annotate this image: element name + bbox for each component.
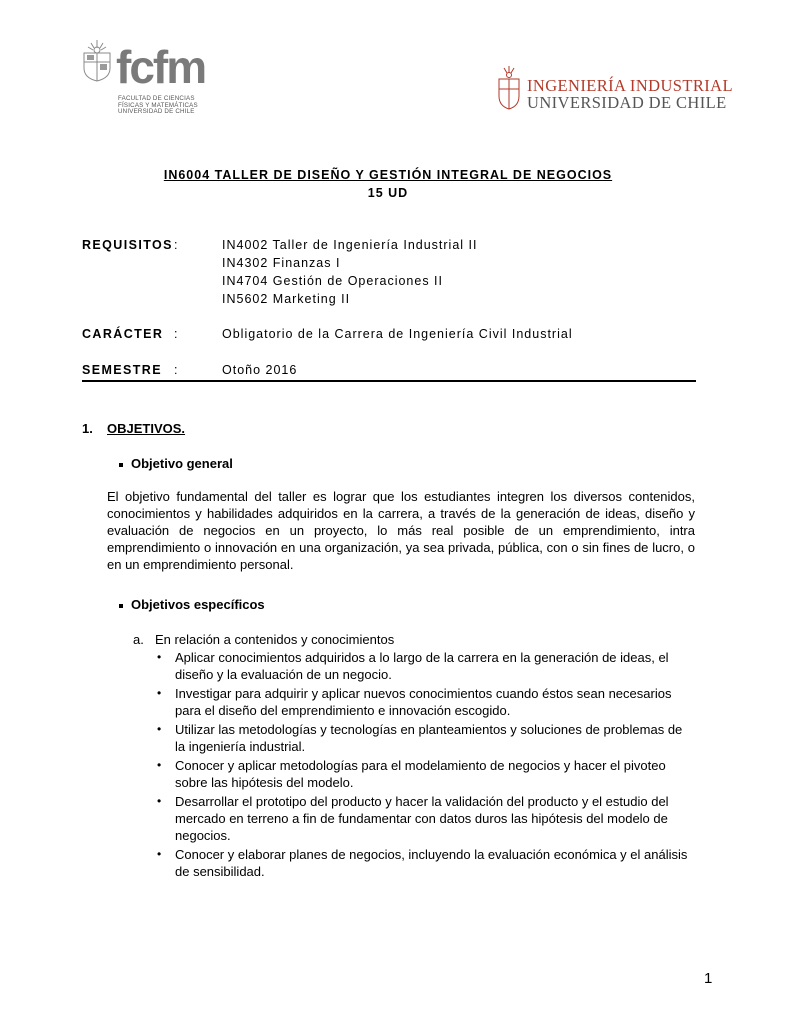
caracter-value: Obligatorio de la Carrera de Ingeniería Civil Industrial xyxy=(222,327,573,341)
bullet-icon: • xyxy=(157,650,162,664)
list-item-text: Aplicar conocimientos adquiridos a lo largo de la carrera en la generación de ideas, el diseño y la evaluación de un negocio. xyxy=(175,650,669,682)
ii-logo-line2: UNIVERSIDAD DE CHILE xyxy=(527,93,727,112)
list-item-text: Conocer y elaborar planes de negocios, incluyendo la evaluación económica y el análisis de sensibilidad. xyxy=(175,847,688,879)
fcfm-subtitle-line: FACULTAD DE CIENCIAS xyxy=(118,95,195,102)
ii-logo-line1: INGENIERÍA INDUSTRIAL xyxy=(527,76,733,95)
fcfm-wordmark: fcfm xyxy=(116,41,206,93)
list-item xyxy=(155,846,695,880)
course-credits: 15 UD xyxy=(367,186,409,200)
semestre-colon: : xyxy=(174,363,178,377)
course-title: IN6004 TALLER DE DISEÑO Y GESTIÓN INTEGRAL DE NEGOCIOS xyxy=(163,168,613,182)
list-item-text: Utilizar las metodologías y tecnologías en planteamientos y soluciones de problemas de la ingeniería industrial. xyxy=(175,722,683,754)
list-item-text: Conocer y aplicar metodologías para el modelamiento de negocios y hacer el pivoteo sobre las hipótesis del modelo. xyxy=(175,758,666,790)
list-item xyxy=(155,649,695,683)
fcfm-subtitle xyxy=(118,96,208,116)
objetivo-general-heading: Objetivo general xyxy=(131,456,233,471)
list-item-text: Investigar para adquirir y aplicar nuevos conocimientos cuando éstos sean necesarios para el diseño del emprendimiento e innovación escogido. xyxy=(175,686,672,718)
list-item-heading: En relación a contenidos y conocimientos xyxy=(155,632,395,647)
ingenieria-industrial-logo xyxy=(497,64,733,116)
university-crest-icon xyxy=(497,64,521,110)
university-crest-icon xyxy=(80,38,114,82)
fcfm-subtitle-line: UNIVERSIDAD DE CHILE xyxy=(118,108,195,115)
bullet-icon: • xyxy=(157,686,162,700)
bullet-icon: • xyxy=(157,758,162,772)
page-number: 1 xyxy=(704,970,713,987)
objetivo-general-paragraph: El objetivo fundamental del taller es lograr que los estudiantes integren los diversos contenidos, conocimientos y habilidades adquiridos en la carrera, a través de la generación de ideas, diseño y evaluación de negocios en un proyecto, lo más real posible de un emprendimiento, intra emprendimiento o innovación en una organización, ya sea privada, pública, con o sin fines de lucro, o en un emprendimiento personal. xyxy=(107,489,695,572)
square-bullet-icon xyxy=(119,463,123,467)
requisitos-colon: : xyxy=(174,238,178,252)
list-item xyxy=(155,685,695,719)
fcfm-logo xyxy=(80,38,210,118)
fcfm-subtitle-line: FÍSICAS Y MATEMÁTICAS xyxy=(118,101,198,109)
bullet-icon: • xyxy=(157,722,162,736)
list-item xyxy=(155,721,695,755)
list-item-text: Desarrollar el prototipo del producto y hacer la validación del producto y el estudio del mercado en terreno a fin de fundamentar con datos duros las hipótesis del modelo de negocios. xyxy=(175,794,669,843)
bullet-icon: • xyxy=(157,847,162,861)
section-number: 1. xyxy=(82,421,93,436)
section-title: OBJETIVOS. xyxy=(107,421,186,436)
requisito-item: IN4302 Finanzas I xyxy=(222,256,341,270)
semestre-label: SEMESTRE xyxy=(82,363,162,377)
requisito-item: IN4704 Gestión de Operaciones II xyxy=(222,274,444,288)
requisito-item: IN4002 Taller de Ingeniería Industrial II xyxy=(222,238,478,252)
objetivos-especificos-heading: Objetivos específicos xyxy=(131,597,265,612)
requisito-item: IN5602 Marketing II xyxy=(222,292,351,306)
bullet-icon: • xyxy=(157,794,162,808)
semestre-value: Otoño 2016 xyxy=(222,363,298,377)
list-letter: a. xyxy=(133,632,144,647)
divider xyxy=(82,380,696,382)
list-item xyxy=(155,757,695,791)
requisitos-label: REQUISITOS xyxy=(82,238,173,252)
square-bullet-icon xyxy=(119,604,123,608)
objectives-list xyxy=(155,649,695,882)
caracter-label: CARÁCTER xyxy=(82,327,164,341)
caracter-colon: : xyxy=(174,327,178,341)
list-item xyxy=(155,793,695,844)
